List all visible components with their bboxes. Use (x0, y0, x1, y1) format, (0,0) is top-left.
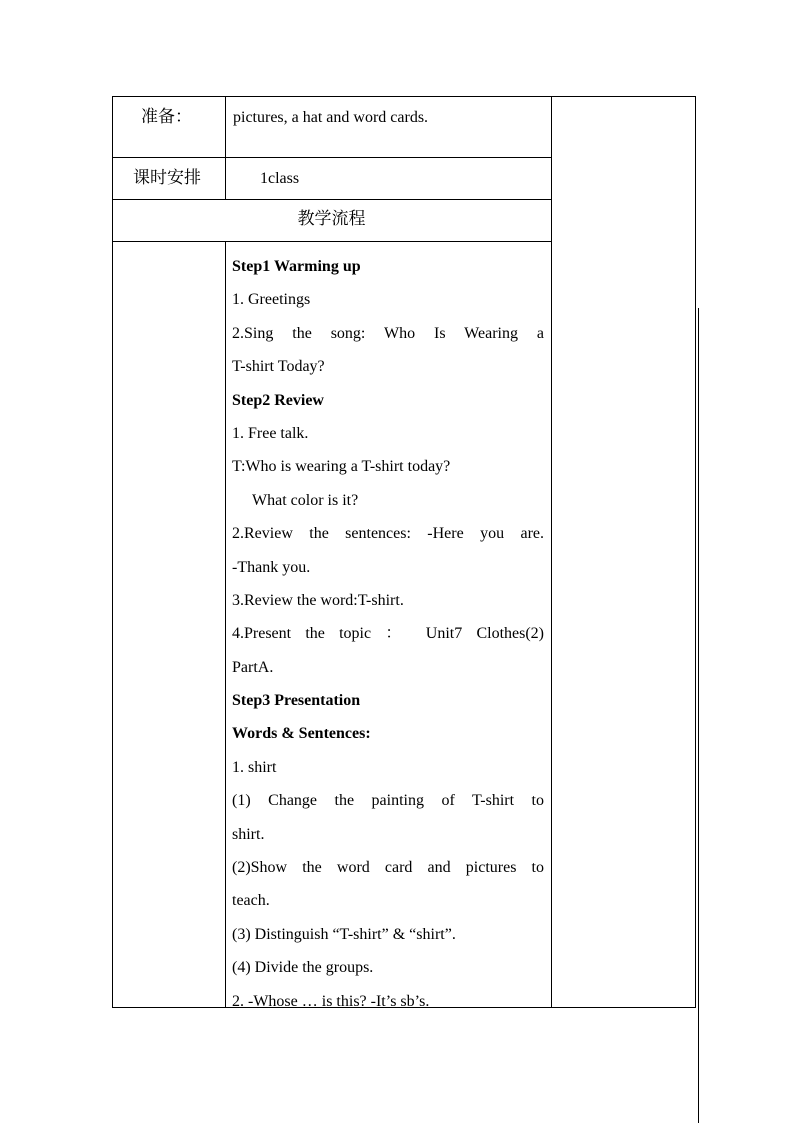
process-line: 1. shirt (232, 758, 277, 776)
process-line: (1) Change the painting of T-shirt to (232, 792, 544, 810)
prep-value: pictures, a hat and word cards. (233, 109, 429, 126)
time-value: 1class (260, 170, 300, 187)
process-line: shirt. (232, 825, 265, 843)
process-line: -Thank you. (232, 558, 311, 576)
process-line: 2. -Whose … is this? -It’s sb’s. (232, 992, 430, 1010)
process-line: 1. Greetings (232, 291, 311, 309)
table-left-border (112, 96, 113, 1008)
process-line: (2)Show the word card and pictures to (232, 859, 544, 877)
process-line: teach. (232, 892, 270, 910)
process-line: Step1 Warming up (232, 258, 361, 275)
process-line: (4) Divide the groups. (232, 959, 374, 977)
process-line: Words & Sentences: (232, 725, 371, 743)
label-column-divider-top (225, 96, 226, 200)
page-margin-line (698, 308, 699, 1123)
time-label: 课时安排 (133, 168, 201, 188)
table-right-border (695, 96, 696, 1008)
process-line: PartA. (232, 658, 274, 676)
process-line: T:Who is wearing a T-shirt today? (232, 458, 451, 476)
process-line: Step3 Presentation (232, 692, 361, 710)
process-line: T-shirt Today? (232, 358, 325, 376)
table-top-border (112, 96, 696, 97)
process-line: Step2 Review (232, 391, 324, 409)
process-line: 2.Sing the song: Who Is Wearing a (232, 324, 544, 342)
process-line: 4.Present the topic ： Unit7 Clothes(2) (232, 625, 544, 643)
process-header: 教学流程 (297, 209, 366, 229)
notes-column-divider (551, 96, 552, 1008)
teaching-process-content (232, 250, 544, 1018)
label-column-divider-bottom (225, 241, 226, 1008)
process-line: 2.Review the sentences: -Here you are. (232, 525, 544, 543)
process-line: (3) Distinguish “T-shirt” & “shirt”. (232, 925, 456, 943)
row-divider-prep (112, 157, 551, 158)
row-divider-header (112, 241, 551, 242)
process-line: What color is it? (252, 491, 359, 509)
process-line: 3.Review the word:T-shirt. (232, 591, 404, 609)
row-divider-time (112, 199, 551, 200)
process-line: 1. Free talk. (232, 424, 309, 442)
prep-label: 准备： (141, 107, 192, 127)
